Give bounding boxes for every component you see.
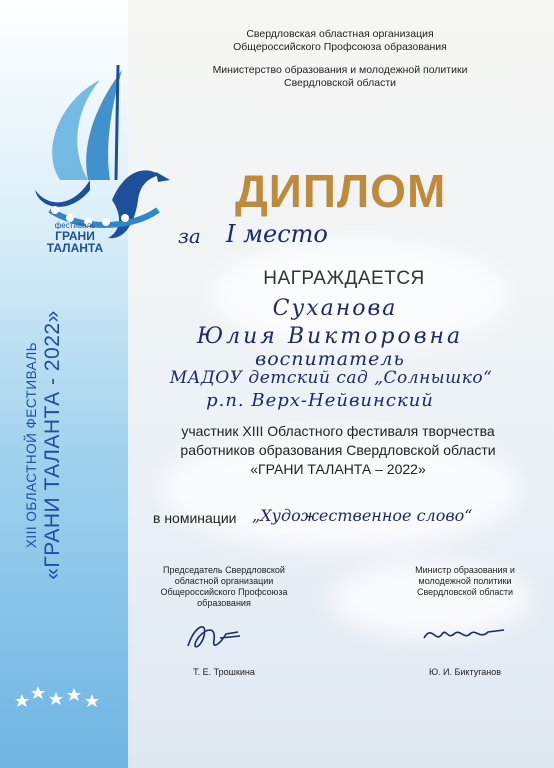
nomination-label: в номинации bbox=[153, 510, 237, 526]
recipient-institution: МАДОУ детский сад „Солнышко“ bbox=[169, 368, 493, 388]
participant-line1: участник XIII Областного фестиваля творчества bbox=[181, 423, 495, 439]
recipient-position: воспитатель bbox=[255, 348, 405, 370]
left-signatory-name: Т. Е. Трошкина bbox=[193, 667, 255, 677]
ministry-line1: Министерство образования и молодежной политики bbox=[212, 64, 468, 76]
stars-decoration bbox=[14, 676, 104, 716]
logo-caption-line1: ГРАНИ bbox=[55, 229, 95, 243]
participant-line2: работников образования Свердловской области bbox=[180, 442, 496, 458]
organization-line2: Общероссийского Профсоюза образования bbox=[233, 41, 447, 53]
ministry-header bbox=[180, 64, 500, 90]
logo-caption-line2: ТАЛАНТА bbox=[46, 241, 104, 255]
left-signature bbox=[180, 616, 260, 656]
awarded-label: НАГРАЖДАЕТСЯ bbox=[263, 268, 425, 289]
right-signature bbox=[418, 618, 508, 648]
recipient-name: Юлия Викторовна bbox=[196, 324, 464, 349]
place-value: I место bbox=[226, 220, 328, 248]
right-signatory-name: Ю. И. Биктуганов bbox=[428, 667, 502, 677]
nomination-value: „Художественное слово“ bbox=[252, 506, 473, 525]
recipient-location: р.п. Верх-Нейвинский bbox=[206, 390, 434, 411]
vertical-festival-title bbox=[24, 280, 65, 610]
diploma-title: ДИПЛОМ bbox=[235, 165, 447, 217]
participant-line3: «ГРАНИ ТАЛАНТА – 2022» bbox=[250, 461, 426, 477]
vertical-title-line2: «ГРАНИ ТАЛАНТА - 2022» bbox=[41, 310, 64, 580]
participant-text bbox=[138, 422, 538, 479]
right-signatory-title: Министр образования и молодежной политики Свердловской области bbox=[415, 565, 515, 597]
recipient-surname: Суханова bbox=[272, 296, 398, 321]
place-prefix: за bbox=[178, 224, 201, 248]
logo-caption bbox=[40, 222, 110, 254]
ministry-line2: Свердловской области bbox=[283, 77, 396, 89]
organization-header bbox=[180, 28, 500, 54]
left-signatory-title: Председатель Свердловской областной организации Общероссийского Профсоюза образования bbox=[160, 565, 288, 608]
logo-caption-small: фестиваль bbox=[54, 221, 96, 230]
organization-line1: Свердловская областная организация bbox=[246, 28, 434, 40]
vertical-title-line1: XIII ОБЛАСТНОЙ ФЕСТИВАЛЬ bbox=[24, 341, 39, 549]
